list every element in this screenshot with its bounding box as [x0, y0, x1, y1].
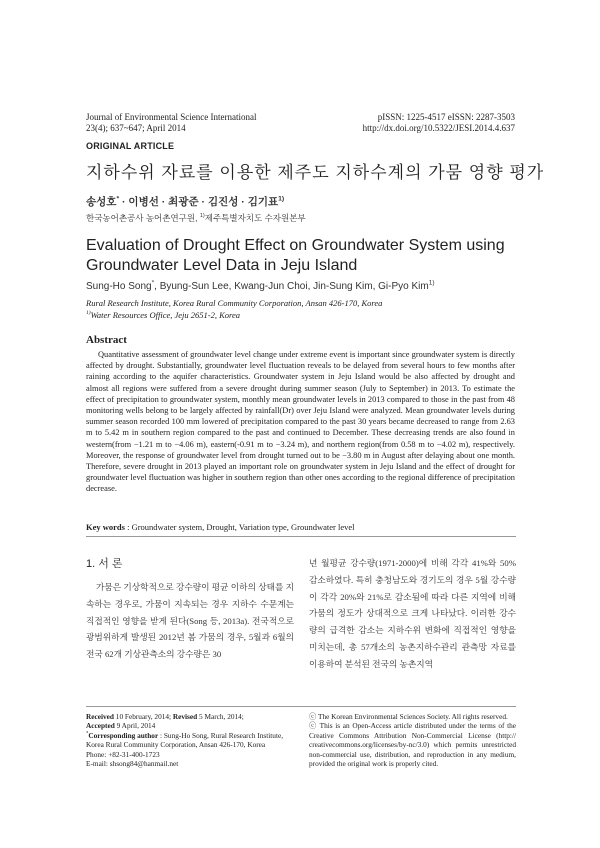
abstract-heading: Abstract — [86, 334, 127, 346]
revised-label: Revised — [172, 712, 198, 721]
article-type: ORIGINAL ARTICLE — [86, 141, 175, 151]
english-affiliations — [86, 297, 382, 321]
journal-issue: 23(4); 637~647; April 2014 — [86, 123, 186, 133]
accepted-date: 9 April, 2014 — [114, 721, 156, 731]
korean-affiliation-main: 한국농어촌공사 농어촌연구원, — [86, 213, 200, 223]
journal-doi[interactable]: http://dx.doi.org/10.5322/JESI.2014.4.637 — [362, 123, 515, 133]
email[interactable]: E-mail: shsong84@hanmail.net — [86, 759, 179, 769]
journal-header-right — [363, 112, 515, 134]
corresponding-text: : Sung-Ho Song, Rural Research Institute, Korea Rural Community Corporation, Ansan 426-170, Korea — [86, 730, 284, 750]
corresponding-line — [86, 731, 292, 750]
english-affiliation-2: Water Resources Office, Jeju 2651-2, Korea — [90, 310, 241, 320]
phone: Phone: +82-31-400-1723 — [86, 749, 160, 759]
footnote-right — [309, 712, 516, 768]
accepted-label: Accepted — [86, 721, 115, 731]
accepted-line — [86, 721, 292, 730]
received-date: 10 February, 2014; — [113, 712, 173, 721]
journal-header-left — [86, 112, 256, 134]
korean-title: 지하수위 자료를 이용한 제주도 지하수계의 가뭄 영향 평가 — [86, 163, 545, 182]
korean-author-main: 송성호 — [86, 196, 117, 208]
english-authors — [86, 281, 435, 292]
body-column-right: 년 월평균 강수량(1971-2000)에 비해 각각 41%와 50% 감소하였다. 특히 충청남도와 경기도의 경우 5월 강수량이 각각 20%와 21%로 감소됨에 따라 다른 지역에 비해 가뭄의 정도가 상대적으로 크게 나타났다. 이러한 강수량의 급격한 감소는 지하수위 변화에 직접적인 영향을 미치는데, 총 57개소의 농촌지하수관리 관측망 자료를 이용하여 분석된 전국의 농촌지역 — [309, 558, 516, 669]
korean-affiliation-rest: 제주특별자치도 수자원본부 — [204, 213, 306, 223]
section-heading: 1. 서 론 — [86, 558, 123, 570]
footnote-left — [86, 712, 292, 768]
journal-name: Journal of Environmental Science International — [86, 112, 257, 122]
korean-authors-rest: · 이병선 · 최광준 · 김진성 · 김기표 — [119, 196, 279, 208]
keywords — [86, 522, 355, 532]
english-affiliation-2-row — [86, 309, 382, 321]
footnote-corresponding-mark: * — [86, 731, 89, 737]
english-authors-rest: , Byung-Sun Lee, Kwang-Jun Choi, Jin-Sung Kim, Gi-Pyo Kim — [154, 281, 429, 292]
journal-issn: pISSN: 1225-4517 eISSN: 2287-3503 — [377, 112, 515, 122]
corresponding-mark: * — [116, 195, 120, 203]
copyright: ⓒ The Korean Environmental Sciences Society. All rights reserved. — [309, 712, 508, 721]
english-affiliation-mark: 1) — [428, 279, 435, 287]
corresponding-label: Corresponding author — [88, 730, 159, 740]
english-title: Evaluation of Drought Effect on Groundwater System using Groundwater Level Data in Jeju Island — [86, 237, 505, 274]
english-author-first: Sung-Ho Song — [86, 281, 152, 292]
english-affiliation-2-mark: 1) — [86, 310, 91, 317]
revised-date: 5 March, 2014; — [197, 712, 244, 721]
license: ⓒ This is an Open-Access article distributed under the terms of the Creative Commons Attribution Non-Commercial License (http:// creativecommons.org/licenses/by-nc/3.0) which permits unrestricted non-commercial use, distribution, and reproduction in any medium, provided the original work is properly cited. — [309, 721, 516, 769]
keywords-label: Key words — [86, 522, 125, 532]
received-label: Received — [86, 712, 114, 721]
body-column-left: 가뭄은 기상학적으로 강수량이 평균 이하의 상태를 지속하는 경우로, 가뭄이 지속되는 경우 지하수 수문계는 직접적인 영향을 받게 된다(Song 등, 2013a). 전국적으로 광범위하게 발생된 2012년 봄 가뭄의 경우, 5월과 6월의 전국 62개 기상관측소의 강수량은 30 — [86, 582, 294, 660]
affiliation-mark: 1) — [278, 195, 285, 203]
english-affiliation-1: Rural Research Institute, Korea Rural Community Corporation, Ansan 426-170, Korea — [86, 298, 383, 308]
korean-affiliation-mark: 1) — [199, 213, 205, 220]
divider — [86, 536, 516, 537]
abstract-text: Quantitative assessment of groundwater level change under extreme event is important since groundwater system is directly affected by drought. Substantially, groundwater level fluctuation reveals to be delayed from several hours to few months after raining according to the aquifer characteristics. Groundwater system in Jeju Island would be also affected by drought and almost all regions were suffered from a severe drought during summer season (July to September) in 2013. To estimate the effect of precipitation to groundwater system, monthly mean groundwater levels in 2013 compared to those in the past from 48 monitoring wells belong to be largely affected by rainfall(Dr) over Jeju Island were analyzed. Mean groundwater levels during summer season recorded 100 mm lowered of precipitation compared to the past 30 years became decreased to range from 2.63 m to 5.42 m in southern region compared to the past and continued to December. These decreasing trends are also found in western(from −1.21 m to −4.06 m), eastern(-0.91 m to −3.24 m), and northern region(from 0.58 m to −4.02 m), respectively. Moreover, the response of groundwater level from drought turned out to be −3.80 m in August after delaying about one month. Therefore, severe drought in 2013 played an important role on groundwater system in Jeju Island and the effect of drought for groundwater level fluctuation was higher in southern region than other ones according to the regional difference of precipitation decrease. — [86, 350, 515, 494]
footnote-divider — [86, 706, 516, 707]
english-corresponding-mark: * — [151, 279, 155, 287]
korean-authors — [86, 194, 284, 209]
korean-affiliation — [86, 212, 306, 224]
keywords-text: : Groundwater system, Drought, Variation type, Groundwater level — [124, 522, 355, 532]
received-line — [86, 712, 292, 721]
